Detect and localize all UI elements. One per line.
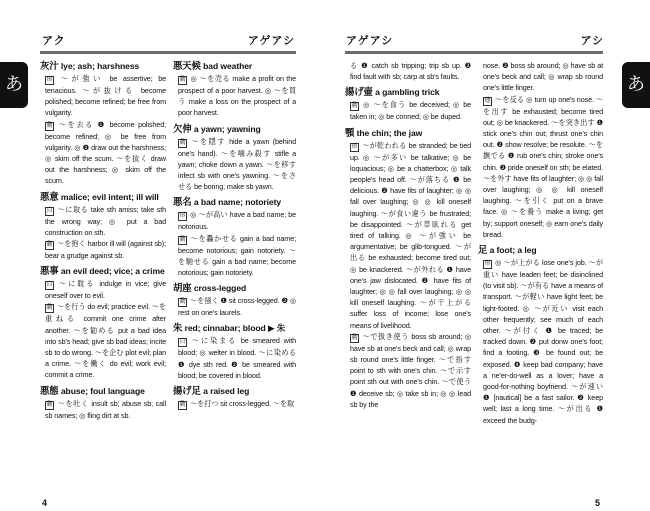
part-of-speech-marker: 動	[179, 236, 186, 243]
sense-block	[40, 204, 166, 238]
headword: 揚げ足	[173, 385, 201, 397]
sense-text: ～を去る ❶ become polished; become refined; ◎ be free from vulgarity. ◎ ❷ draw out the harshness; ◎ skim off the scum. ～を抜く draw out the harshness; ◎ skim off the scum.	[45, 119, 166, 186]
page-number: 4	[42, 498, 48, 508]
sense-text: る ❶ catch sb tripping; trip sb up. ❷ find fault with sb; carp at sb's faults.	[350, 61, 471, 82]
sense-text: ～を吐く insult sb; abuse sb; call sb names; ◎ fling dirt at sb.	[45, 398, 166, 420]
part-of-speech-marker: 動	[179, 402, 186, 409]
sense-block	[40, 73, 166, 119]
sense-block	[173, 335, 296, 381]
part-of-speech-marker: 形	[351, 143, 358, 150]
sense-text: ～が乾われる be stranded; be tied up. ◎ ～が多い be talkative; ◎ be loquacious; ◎ be a chatterbox; ◎ talk people's head off. ～が落ちる ❶ be delicious. ❷ have fits of laughter; ◎ ◎ fall over laughing; ◎ ◎ kill oneself laughing. ～が食い違う be frustrated; be disappointed. ～が草臥れる get tired of talking. ◎ ～が強い be argumentative; be glib-tongued. ～が出る be exhausted; become tired out; ◎ be knackered. ～が外れる ❶ have one's jaw dislocated. ❷ have fits of laughter; ◎ ◎ fall over laughing; ◎ ◎ kill oneself laughing. ～が干上がる suffer loss of income; lose one's means of livelihood.	[350, 140, 471, 330]
part-of-speech-marker: 動	[351, 334, 358, 341]
part-of-speech-marker: 動	[46, 242, 53, 249]
dictionary-entry	[345, 86, 471, 122]
dictionary-entry	[478, 244, 603, 426]
headword-gloss: an evil deed; vice; a crime	[60, 266, 165, 277]
entry-headword-line	[173, 123, 296, 135]
headword-gloss: abuse; foul language	[60, 385, 145, 396]
part-of-speech-marker: 動	[351, 103, 358, 110]
sense-text: ◎ ～を食う be deceived; ◎ be taken in; ◎ be conned; ◎ be duped.	[350, 100, 471, 122]
sense-text: ～に耽る indulge in vice; give oneself over to evil.	[45, 279, 166, 301]
dictionary-entry	[173, 196, 296, 278]
entry-continuation	[478, 60, 603, 240]
part-of-speech-marker: 自	[46, 207, 53, 214]
part-of-speech-marker: 他	[484, 97, 491, 104]
running-header-left: アゲアシ	[346, 34, 394, 47]
entry-continuation	[345, 60, 471, 82]
sense-block	[173, 136, 296, 193]
headword-gloss: a raised leg	[203, 386, 250, 397]
headword: 悪意	[40, 190, 59, 202]
sense-text: ◎ ～を売る make a profit on the prospect of a poor harvest. ◎ ～を買う make a loss on the prospect of a poor harvest.	[178, 74, 296, 118]
dictionary-entry	[173, 123, 296, 193]
sense-text: ～で扱き使う boss sb around; ◎ have sb at one's beck and call; ◎ wrap sb round one's little finger. ～で指す point to sth with one's chin. ～で示す point sth out with one's chin. ～で使う ❶ deceive sb; ◎ take sb in; ◎ ◎ lead sb by the	[350, 331, 471, 409]
part-of-speech-marker: 形	[179, 213, 186, 220]
hiragana-index-tab[interactable]: あ	[0, 62, 28, 108]
sense-block	[173, 233, 296, 279]
sense-text: ◎ ～が高い have a bad name; be notorious.	[178, 210, 296, 232]
headword-gloss: the chin; the jaw	[356, 127, 423, 138]
right-page	[325, 0, 650, 511]
dictionary-entry	[173, 322, 296, 381]
part-of-speech-marker: 動	[46, 401, 53, 408]
headword: 胡座	[173, 282, 192, 294]
sense-block	[478, 94, 603, 240]
sense-block	[40, 119, 166, 187]
sense-text: ～を行う do evil; practice evil. ～を重ねる commit one crime after another. ～を勧める put a bad idea into sb's head; give sb bad ideas; incite sb to do wrong. ～を企む plot evil; plan a crime. ～を働く do evil; work evil; commit a crime.	[45, 302, 166, 380]
sense-text: ～を轟かせる gain a bad name; become notorious; gain notoriety. ～を馳せる gain a bad name; become notorious; gain notoriety.	[178, 233, 296, 278]
headword-gloss: a foot; a leg	[489, 245, 537, 256]
headword-gloss: lye; ash; harshness	[60, 61, 140, 71]
column-1	[40, 60, 166, 425]
entry-headword-line	[173, 322, 296, 334]
entry-headword-line	[40, 60, 166, 72]
dictionary-entry	[173, 60, 296, 119]
sense-block	[345, 60, 471, 82]
column-2	[478, 60, 603, 430]
sense-text: ～が強い be assertive; be tenacious. ～が抜ける become polished; become refined; be free from vulgarity.	[45, 74, 166, 118]
part-of-speech-marker: 動	[46, 305, 53, 312]
sense-text: ～を抱く harbor ill will (against sb); bear a grudge against sb.	[45, 239, 166, 261]
headword: 顎	[345, 126, 355, 138]
sense-block	[345, 99, 471, 122]
headword-gloss: a yawn; yawning	[193, 123, 261, 134]
sense-text: ～に染まる be smeared with blood; ◎ welter in blood. ～に染める ❶ dye sth red. ❷ be smeared with blood; be covered in blood.	[178, 336, 296, 380]
part-of-speech-marker: 形	[46, 77, 53, 83]
headword: 悪名	[173, 196, 192, 208]
header-rule	[40, 51, 296, 54]
running-header-right: アシ	[580, 34, 604, 47]
sense-block	[173, 398, 296, 410]
part-of-speech-marker: 動	[179, 139, 186, 146]
sense-block	[173, 209, 296, 232]
entry-headword-line	[173, 385, 296, 397]
headword: 足	[478, 244, 488, 256]
header-rule	[345, 51, 603, 54]
sense-block	[40, 398, 166, 421]
dictionary-entry	[345, 127, 471, 410]
sense-block	[40, 238, 166, 261]
sense-text: ◎ ～が上がる lose one's job. ～が重い have leaden feet; be disinclined (to visit sb). ～が有る have a means of transport. ～が軽い have light feet; be light-footed. ◎ ～が近い visit each other frequently; see much of each other. ～が付く ❶ be traced; be tracked down. ❷ put donw one's foot; find a footing. ❸ be found out; be exposed. ❹ keep bad company; have a ne'er-do-well as a lover; have a good-for-nothing boyfriend. ～が速い ❶ [nautical] be a fast sailor. ❷ keep well; last a long time. ～が出る ❶ exceed the budg-	[483, 258, 603, 425]
part-of-speech-marker: 形	[484, 261, 491, 268]
dictionary-entry	[40, 60, 166, 187]
sense-block	[173, 73, 296, 119]
sense-block	[345, 331, 471, 410]
headword-gloss: cross-legged	[193, 283, 247, 294]
headword-gloss: a gambling trick	[375, 87, 440, 98]
sense-text: ～に取る take sth amiss; take sth the wrong way; ◎ put a bad construction on sth.	[45, 204, 166, 237]
dictionary-entry	[173, 385, 296, 410]
dictionary-entry	[40, 385, 166, 421]
sense-block	[345, 140, 471, 331]
sense-text: nose. ❷ boss sb around; ◎ have sb at one's beck and call; ◎ wrap sb round one's little finger.	[483, 61, 603, 93]
headword: 朱	[173, 322, 183, 334]
headword-gloss: red; cinnabar; blood ▶ 朱	[184, 323, 286, 334]
headword-gloss: malice; evil intent; ill will	[60, 191, 159, 202]
part-of-speech-marker: 動	[179, 299, 186, 306]
headword: 揚げ壷	[345, 86, 373, 98]
entry-headword-line	[40, 265, 166, 277]
headword: 悪事	[40, 265, 59, 277]
dictionary-entry	[173, 282, 296, 318]
entry-headword-line	[173, 282, 296, 294]
column-2	[173, 60, 296, 414]
sense-block	[478, 60, 603, 94]
part-of-speech-marker: 動	[179, 77, 186, 83]
entry-headword-line	[345, 127, 471, 139]
entry-headword-line	[173, 196, 296, 208]
headword: 灰汁	[40, 60, 59, 71]
sense-block	[478, 257, 603, 426]
dictionary-entry	[40, 191, 166, 262]
sense-block	[40, 301, 166, 380]
entry-headword-line	[40, 385, 166, 397]
sense-text: ～を掻く ❶ sit cross-legged. ❷ ◎ rest on one's laurels.	[178, 296, 296, 318]
sense-text: ～を隠す hide a yawn (behind one's hand). ～を噛み殺す stifle a yawn; choke down a yawn. ～を移す infect sb with one's yawning. ～をさせる be boring; make sb yawn.	[178, 136, 296, 192]
headword: 悪態	[40, 384, 59, 396]
entry-headword-line	[478, 244, 603, 256]
page-number: 5	[594, 498, 600, 508]
headword: 欠伸	[173, 122, 192, 134]
running-header-right: アゲアシ	[247, 34, 295, 47]
dictionary-entry	[40, 265, 166, 380]
sense-text: ～を打つ sit cross-legged. ～を取	[190, 399, 295, 409]
headword-gloss: a bad name; notoriety	[193, 197, 282, 208]
column-1	[345, 60, 471, 414]
part-of-speech-marker: 自	[179, 339, 186, 346]
part-of-speech-marker: 自	[46, 282, 53, 289]
headword-gloss: bad weather	[203, 61, 253, 71]
running-header-left: アク	[42, 34, 66, 47]
sense-text: ～を反る ◎ turn up one's nose. ～を出す be exhausted; become tired out; ◎ be knackered. ～を突き出す ❶ stick one's chin out; thrust one's chin out. ❷ show resolve; be resolute. ～を撫でる ❶ rub one's chin; stroke one's chin. ❷ pride oneself on sth; be elated. ～を外す have fits of laughter; ◎ ◎ fall over laughing; ◎ ◎ kill oneself laughing. ～を引く put on a brave face. ◎ ～を養う make a living; get by; support oneself; ◎ earn one's daily bread.	[483, 94, 603, 239]
part-of-speech-marker: 動	[46, 122, 53, 129]
hiragana-index-tab[interactable]: あ	[622, 62, 650, 108]
entry-headword-line	[345, 86, 471, 98]
headword: 悪天候	[173, 60, 201, 71]
entry-headword-line	[173, 60, 296, 72]
sense-block	[173, 295, 296, 318]
sense-block	[40, 278, 166, 301]
entry-headword-line	[40, 191, 166, 203]
